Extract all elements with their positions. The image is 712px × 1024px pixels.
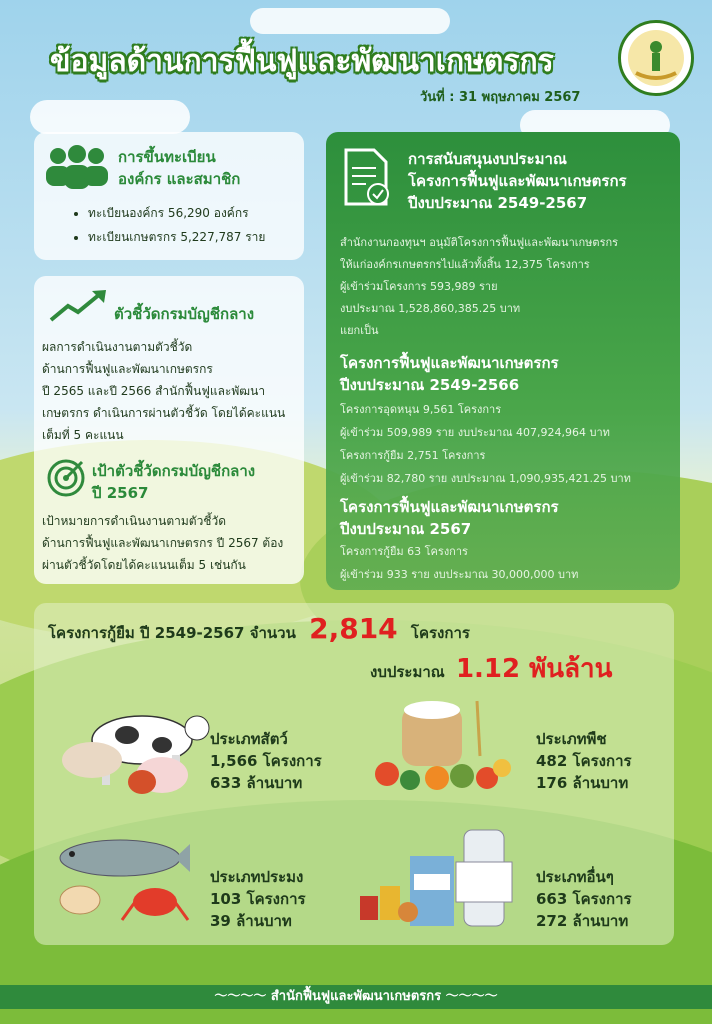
budget-summary-line: ให้แก่องค์กรเกษตรกรไปแล้วทั้งสิ้น 12,375 โครงการ [340, 258, 590, 271]
loans-line2 [370, 648, 612, 689]
category-amount: 39 ล้านบาท [210, 912, 292, 930]
registration-heading-1: การขึ้นทะเบียน [118, 148, 216, 166]
sub2-heading: โครงการฟื้นฟูและพัฒนาเกษตรกร [340, 498, 559, 516]
budget-heading: การสนับสนุนงบประมาณ [408, 150, 567, 168]
budget-summary-line: ผู้เข้าร่วมโครงการ 593,989 ราย [340, 280, 498, 293]
sub1-line: โครงการอุดหนุน 9,561 โครงการ [340, 403, 502, 416]
footer-bar: 〜〜〜〜 สำนักฟื้นฟูและพัฒนาเกษตรกร 〜〜〜〜 [0, 985, 712, 1009]
trend-up-arrow-icon [48, 288, 108, 324]
packaged-goods-illustration-icon [356, 826, 516, 936]
category-animals [210, 728, 322, 794]
budget-heading: ปีงบประมาณ 2549-2567 [408, 194, 588, 212]
loans-line1-suffix: โครงการ [410, 624, 470, 642]
category-projects: 663 โครงการ [536, 890, 632, 908]
indicator-card [34, 276, 304, 584]
registration-card [34, 132, 304, 260]
loans-budget-label: งบประมาณ [370, 663, 445, 681]
indicator-heading: ตัวชี้วัดกรมบัญชีกลาง [114, 305, 255, 323]
page-title: ข้อมูลด้านการฟื้นฟูและพัฒนาเกษตรกร [50, 44, 554, 79]
people-group-icon [44, 144, 110, 190]
budget-card [326, 132, 680, 590]
sub1-line: ผู้เข้าร่วม 82,780 ราย งบประมาณ 1,090,935,421.25 บาท [340, 472, 631, 485]
target-heading-1: เป้าตัวชี้วัดกรมบัญชีกลาง [92, 462, 256, 480]
loans-line1 [48, 612, 470, 645]
registration-orgs: • ทะเบียนองค์กร 56,290 องค์กร [88, 202, 265, 224]
report-date: วันที่ : 31 พฤษภาคม 2567 [420, 90, 581, 105]
category-fishery [210, 866, 306, 932]
seafood-illustration-icon [50, 830, 190, 930]
sub2-line: โครงการกู้ยืม 63 โครงการ [340, 545, 468, 558]
sub1-heading: ปีงบประมาณ 2549-2566 [340, 376, 520, 394]
budget-heading: โครงการฟื้นฟูและพัฒนาเกษตรกร [408, 172, 627, 190]
target-line: ผ่านตัวชี้วัดโดยได้คะแนนเต็ม 5 เช่นกัน [42, 558, 246, 572]
indicator-line: เต็มที่ 5 คะแนน [42, 428, 124, 442]
budget-summary-line: งบประมาณ 1,528,860,385.25 บาท [340, 302, 521, 315]
agency-logo-icon [618, 20, 694, 96]
indicator-line: เกษตรกร ดำเนินการผ่านตัวชี้วัด โดยได้คะแนน [42, 406, 286, 420]
indicator-line: ด้านการฟื้นฟูและพัฒนาเกษตรกร [42, 362, 213, 376]
category-projects: 103 โครงการ [210, 890, 306, 908]
sub2-heading: ปีงบประมาณ 2567 [340, 520, 472, 538]
target-icon [46, 458, 86, 498]
category-amount: 272 ล้านบาท [536, 912, 629, 930]
loans-budget-value: 1.12 พันล้าน [455, 654, 613, 684]
document-check-icon [342, 146, 392, 208]
category-amount: 633 ล้านบาท [210, 774, 303, 792]
sub1-line: โครงการกู้ยืม 2,751 โครงการ [340, 449, 486, 462]
target-heading-2: ปี 2567 [92, 484, 149, 502]
loans-count: 2,814 [309, 612, 398, 645]
registration-farmers: • ทะเบียนเกษตรกร 5,227,787 ราย [88, 226, 265, 248]
category-name: ประเภทอื่นๆ [536, 868, 614, 886]
indicator-line: ผลการดำเนินงานตามตัวชี้วัด [42, 340, 193, 354]
sub2-line: ผู้เข้าร่วม 933 ราย งบประมาณ 30,000,000 บาท [340, 568, 579, 581]
category-name: ประเภทประมง [210, 868, 304, 886]
target-line: เป้าหมายการดำเนินงานตามตัวชี้วัด [42, 514, 226, 528]
category-others [536, 866, 632, 932]
category-name: ประเภทพืช [536, 730, 607, 748]
loans-line1-prefix: โครงการกู้ยืม ปี 2549-2567 จำนวน [48, 624, 296, 642]
sub1-heading: โครงการฟื้นฟูและพัฒนาเกษตรกร [340, 354, 559, 372]
target-line: ด้านการฟื้นฟูและพัฒนาเกษตรกร ปี 2567 ต้อง [42, 536, 284, 550]
budget-summary-line: แยกเป็น [340, 324, 379, 337]
category-projects: 1,566 โครงการ [210, 752, 322, 770]
budget-summary-line: สำนักงานกองทุนฯ อนุมัติโครงการฟื้นฟูและพัฒนาเกษตรกร [340, 236, 619, 249]
registration-heading-2: องค์กร และสมาชิก [118, 170, 241, 188]
category-plants [536, 728, 632, 794]
sub1-line: ผู้เข้าร่วม 509,989 ราย งบประมาณ 407,924,964 บาท [340, 426, 610, 439]
indicator-line: ปี 2565 และปี 2566 สำนักฟื้นฟูและพัฒนา [42, 384, 266, 398]
category-projects: 482 โครงการ [536, 752, 632, 770]
category-name: ประเภทสัตว์ [210, 730, 288, 748]
livestock-illustration-icon [52, 700, 212, 800]
produce-illustration-icon [362, 696, 522, 796]
category-amount: 176 ล้านบาท [536, 774, 629, 792]
